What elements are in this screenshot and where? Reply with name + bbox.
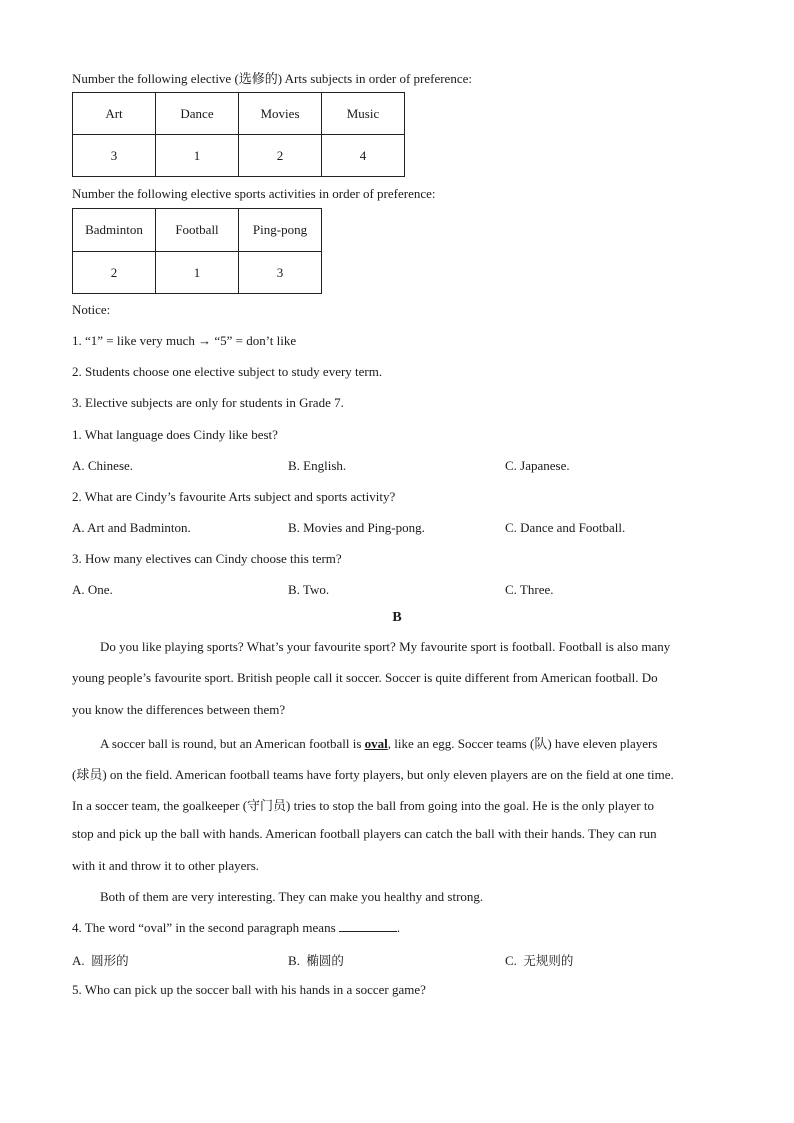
option-label: A. bbox=[72, 953, 85, 968]
question-1: 1. What language does Cindy like best? bbox=[72, 427, 278, 442]
passage-line: with it and throw it to other players. bbox=[72, 858, 260, 873]
sports-preference-table bbox=[72, 208, 322, 294]
notice-title: Notice: bbox=[72, 302, 111, 317]
question-5: 5. Who can pick up the soccer ball with his hands in a soccer game? bbox=[72, 982, 426, 997]
table-cell: 1 bbox=[156, 252, 239, 294]
table-header-cell: Ping-pong bbox=[239, 209, 322, 252]
option-a: A. Art and Badminton. bbox=[72, 520, 191, 535]
table-header-cell: Football bbox=[156, 209, 239, 252]
passage-line: stop and pick up the ball with hands. American football players can catch the ball with their hands. They can run bbox=[72, 826, 657, 841]
keyword-oval: oval bbox=[364, 736, 388, 751]
option-c: C. Japanese. bbox=[505, 458, 570, 473]
sports-intro: Number the following elective sports activities in order of preference: bbox=[72, 186, 436, 201]
option-b: B. English. bbox=[288, 458, 347, 473]
table-cell: 3 bbox=[73, 135, 156, 177]
passage-text: A soccer ball is round, but an American football is bbox=[100, 736, 365, 751]
arts-intro: Number the following elective (选修的) Arts subjects in order of preference: bbox=[72, 71, 472, 86]
passage-line: you know the differences between them? bbox=[72, 702, 286, 717]
option-c: C. Three. bbox=[505, 582, 554, 597]
section-heading: B bbox=[392, 610, 402, 625]
table-cell: 2 bbox=[73, 252, 156, 294]
arts-preference-table bbox=[72, 92, 405, 177]
option-a: A. Chinese. bbox=[72, 458, 134, 473]
option-text: 无规则的 bbox=[523, 953, 574, 968]
passage-text: , like an egg. Soccer teams (队) have eleven players bbox=[387, 736, 658, 751]
option-text: 圆形的 bbox=[91, 953, 129, 968]
table-cell: 2 bbox=[239, 135, 322, 177]
option-c bbox=[505, 951, 573, 969]
answer-blank bbox=[339, 920, 397, 932]
table-header-cell: Movies bbox=[239, 93, 322, 135]
table-header-cell: Dance bbox=[156, 93, 239, 135]
option-text: 椭圆的 bbox=[306, 953, 344, 968]
passage-line: In a soccer team, the goalkeeper (守门员) tries to stop the ball from going into the goal. He is the only player to bbox=[72, 798, 654, 813]
question-3: 3. How many electives can Cindy choose this term? bbox=[72, 551, 342, 566]
table-header-cell: Music bbox=[322, 93, 405, 135]
question-2: 2. What are Cindy’s favourite Arts subject and sports activity? bbox=[72, 489, 396, 504]
option-b bbox=[288, 951, 344, 969]
question-end: . bbox=[396, 920, 401, 935]
notice-item: 1. “1” = like very much → “5” = don’t like bbox=[72, 333, 297, 348]
option-a: A. One. bbox=[72, 582, 113, 597]
passage-line: Both of them are very interesting. They can make you healthy and strong. bbox=[100, 889, 484, 904]
question-4 bbox=[72, 920, 400, 936]
table-header-cell: Badminton bbox=[73, 209, 156, 252]
passage-line bbox=[100, 733, 657, 752]
table-cell: 4 bbox=[322, 135, 405, 177]
option-label: B. bbox=[288, 953, 300, 968]
table-header-cell: Art bbox=[73, 93, 156, 135]
notice-item: 2. Students choose one elective subject to study every term. bbox=[72, 364, 383, 379]
table-cell: 1 bbox=[156, 135, 239, 177]
option-a bbox=[72, 951, 129, 969]
table-cell: 3 bbox=[239, 252, 322, 294]
passage-line: (球员) on the field. American football teams have forty players, but only eleven players are on the field at one time. bbox=[72, 767, 674, 782]
passage-line: Do you like playing sports? What’s your favourite sport? My favourite sport is football. Football is also many bbox=[100, 639, 671, 654]
notice-item: 3. Elective subjects are only for students in Grade 7. bbox=[72, 395, 344, 410]
option-b: B. Movies and Ping-pong. bbox=[288, 520, 425, 535]
option-b: B. Two. bbox=[288, 582, 330, 597]
question-text: 4. The word “oval” in the second paragraph means bbox=[72, 920, 336, 935]
option-c: C. Dance and Football. bbox=[505, 520, 626, 535]
passage-line: young people’s favourite sport. British people call it soccer. Soccer is quite different from American football. Do bbox=[72, 670, 658, 685]
option-label: C. bbox=[505, 953, 517, 968]
